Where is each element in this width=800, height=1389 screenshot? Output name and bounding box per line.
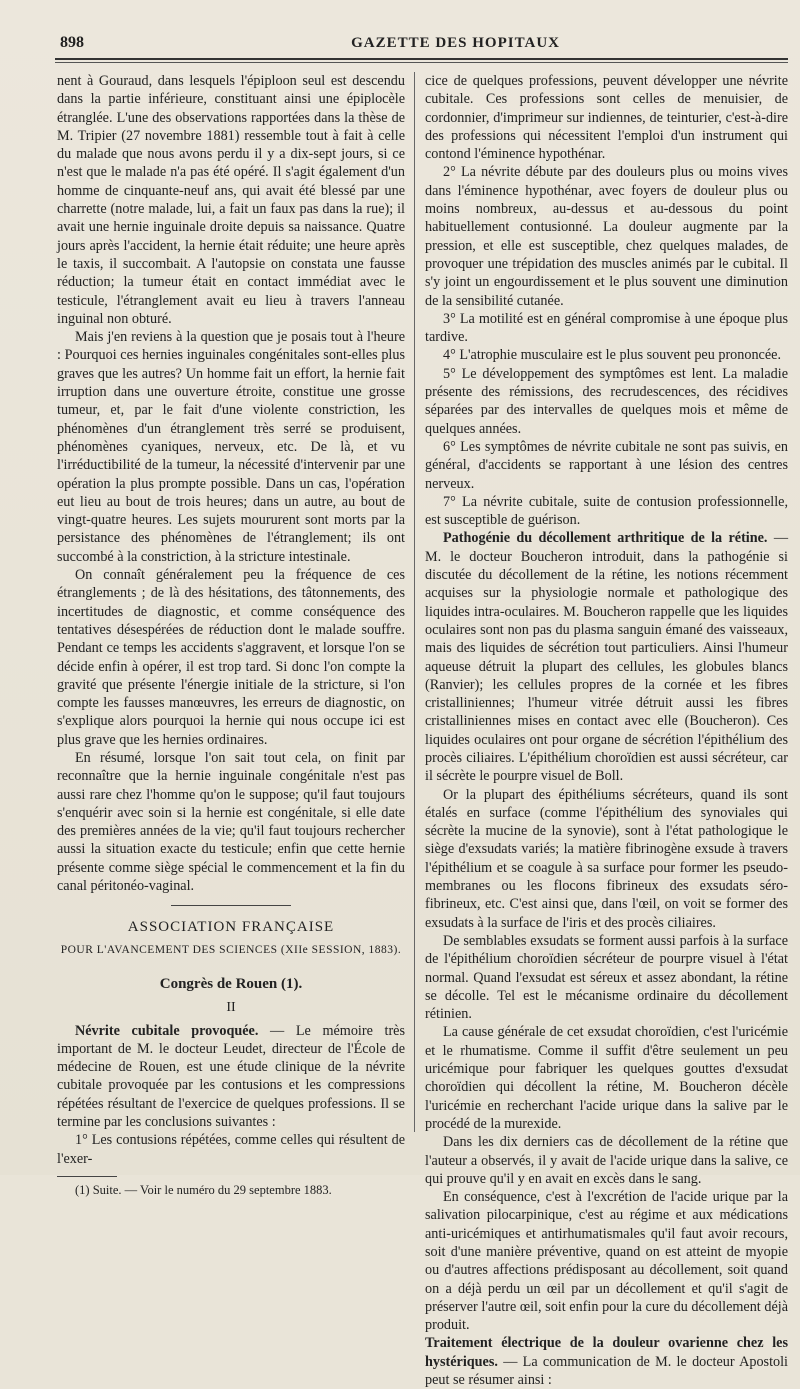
page-header xyxy=(60,30,780,56)
conclusion-item: 7° La névrite cubitale, suite de contusion professionnelle, est susceptible de guérison. xyxy=(425,493,788,529)
traitement-text: — La communication de M. le docteur Apostoli peut se résumer ainsi : xyxy=(425,1353,788,1389)
footnote-rule xyxy=(57,1176,117,1177)
paragraph: Dans les dix derniers cas de décollement de la rétine que l'auteur a observés, il y avait de l'acide urique dans la salive, ce qui prouve qu'il y en avait en excès dans le sang. xyxy=(425,1134,788,1187)
traitement-paragraph xyxy=(425,1334,788,1389)
nevrite-text: — Le mémoire très important de M. le docteur Leudet, directeur de l'École de médecine de Rouen, est une étude clinique de la névrite cubitale provoquée par les contusions et les compressions répétées résultant de l'exercice de quelques professions. Il se termine par les conclusions suivantes : xyxy=(57,1022,406,1131)
right-column xyxy=(425,72,788,1389)
journal-title: GAZETTE DES HOPITAUX xyxy=(351,34,560,51)
association-subtitle: POUR L'AVANCEMENT DES SCIENCES (XIIe SESSION, 1883). xyxy=(60,943,402,956)
paragraph: Mais j'en reviens à la question que je posais tout à l'heure : Pourquoi ces hernies inguinales congénitales sont-elles plus graves que les autres? Un homme fait un effort, la hernie fait irruption dans une ouverture étroite, constitue une grosse tumeur, et, par le fait d'une violente constriction, les phénomènes d'un étranglement très serré se produisent, phénomènes cyaniques, nerveux, etc. De là, et vu l'irréductibilité de la tumeur, la nécessité d'intervenir par une opération la plus prompte possible. Dans un cas, l'opération eut lieu au bout de trois heures; dans un autre, au bout de vingt-quatre heures. Les sujets moururent sont morts par la persistance des phénomènes de l'étranglement; ils ont succombé à la constriction, à la stricture intestinale. xyxy=(57,329,405,565)
congres-title: Congrès de Rouen (1). xyxy=(159,975,303,992)
column-divider xyxy=(414,72,415,1132)
paragraph: En résumé, lorsque l'on sait tout cela, on finit par reconnaître que la hernie inguinale congénitale n'est pas aussi rare chez l'homme qu'on le suppose; qu'il faut toujours s'enquérir avec soin si la hernie est congénitale, si elle date des premières années de la vie; qu'il faut toujours rechercher aussi la situation exacte du testicule; enfin que cette hernie présente comme siège spécial le commencement et la fin du canal péritonéo-vaginal. xyxy=(57,749,405,895)
retine-title: Pathogénie du décollement arthritique de la rétine. xyxy=(443,530,768,547)
header-rule xyxy=(55,58,788,60)
paragraph: En conséquence, c'est à l'excrétion de l'acide urique par la salivation pilocarpinique, c'est au régime et aux médications anti-uricémiques et antirhumatismales qu'il faut avoir recours, soit d'une manière préventive, quand on est atteint de myopie ou d'autres affections prédisposant au décollement, soit quand on a déjà perdu un œil par un décollement et qu'il s'agit de préserver l'autre œil, soit enfin pour la cure du décollement déjà produit. xyxy=(425,1189,788,1334)
nevrite-title: Névrite cubitale provoquée. xyxy=(75,1022,259,1039)
traitement-title: Traitement électrique de la douleur ovarienne chez les hystériques. xyxy=(425,1335,788,1370)
page-number: 898 xyxy=(60,34,84,51)
retine-text: — M. le docteur Boucheron introduit, dans la pathogénie si discutée du décollement de la rétine, les notions récemment acquises sur la physiologie normale et pathologique des liquides intra-oculaires. M. Boucheron rappelle que les liquides oculaires sont non pas du plasma sanguin émané des vaisseaux, mais des liquides de sécrétion tout particuliers. Ainsi l'humeur aqueuse détruit la plupart des cellules, les globules blancs (Ranvier); les cellules propres de la cornée et les fibres cristalliniennes; l'humeur vitrée détruit aussi les fibres cristalliniennes mises en contact avec elle (Boucheron). Ces liquides oculaires ont pour organe de sécrétion l'épithélium des procès ciliaires. L'épithélium choroïdien est aussi sécréteur, car il sécrète le pourpre visuel de Boll. xyxy=(425,530,789,785)
conclusion-item: 6° Les symptômes de névrite cubitale ne sont pas suivis, en général, d'accidents se rapportant à une lésion des centres nerveux. xyxy=(425,438,788,492)
paragraph: De semblables exsudats se forment aussi parfois à la surface de l'épithélium choroïdien sécréteur de pourpre visuel à l'état normal. Quand l'exsudat est séreux et assez abondant, la rétine se décolle. Tel est le mécanisme ordinaire du décollement rétinien. xyxy=(425,932,788,1023)
conclusion-item: 2° La névrite débute par des douleurs plus ou moins vives dans l'éminence hypothénar, avec foyers de douleur plus ou moins nombreux, au-dessus et au-dessous du point habituellement contusionné. La douleur augmente par la pression, et elle est susceptible, chez quelques malades, de provoquer une trépidation des muscles animés par le cubital. Il s'y joint un engourdissement et le plus souvent une diminution de la sensibilité cutanée. xyxy=(425,164,788,309)
section-divider xyxy=(171,905,291,906)
retine-paragraph xyxy=(425,529,788,785)
left-column xyxy=(57,72,405,1199)
header-rule-thin xyxy=(55,62,788,63)
conclusion-item: 5° Le développement des symptômes est lent. La maladie présente des rémissions, des recrudescences, des récidives séparées par des intervalles de quelques mois et même de quelques années. xyxy=(425,365,788,437)
paragraph: La cause générale de cet exsudat choroïdien, c'est l'uricémie et le rhumatisme. Comme il suffit d'être seulement un peu uricémique pour fabriquer les quelques gouttes d'exsudat choroïdien qui décollent la rétine, M. Boucheron décèle l'uricémie en recherchant l'acide urique dans la salive par le procédé de la murexide. xyxy=(425,1024,788,1132)
paragraph: Or la plupart des épithéliums sécréteurs, quand ils sont étalés en surface (comme l'épithélium des synoviales qui sécrète la mucine de la synovie), sont à l'état pathologique le siège d'exsudats variés; la matière fibrinogène exsude à travers l'épithélium et se coagule à sa surface pour former les pseudo-membranes ou les flocons fibrineux des exsudats séro-fibrineux, etc. C'est ainsi que, dans l'œil, on voit se former des exsudats à la surface de l'iris et des procès ciliaires. xyxy=(425,786,788,931)
paragraph: nent à Gouraud, dans lesquels l'épiploon seul est descendu dans la partie inférieure, constituant ainsi une épiplocèle étranglée. L'une des observations rapportées dans la thèse de M. Tripier (27 novembre 1881) ressemble tout à fait à celle du malade que nous avons perdu il y a dix-sept jours, si ce n'est que le malade n'a pas été opéré. Il s'agit également d'un homme de cinquante-neuf ans, qui avait été blessé par une charrette (notre malade, lui, a fait un faux pas dans la rue); il avait une hernie inguinale droite depuis sa naissance. Quatre jours après l'accident, la hernie était réduite; une heure après le taxis, il succombait. A l'autopsie on constata une fausse réduction; la tumeur était en contact immédiat avec le testicule, l'étranglement avait eu lieu à travers l'anneau inguinal non obturé. xyxy=(57,73,405,327)
conclusion-item: 4° L'atrophie musculaire est le plus souvent peu prononcée. xyxy=(443,347,781,364)
paragraph: cice de quelques professions, peuvent développer une névrite cubitale. Ces professions sont celles de menuisier, de cordonnier, d'imprimeur sur indiennes, de teinturier, c'est-à-dire des professions qui nécessitent l'emploi d'un instrument qui contond l'éminence hypothénar. xyxy=(425,73,788,163)
nevrite-paragraph xyxy=(57,1022,405,1132)
association-title: ASSOCIATION FRANÇAISE xyxy=(127,919,335,936)
section-number: II xyxy=(226,1000,236,1016)
conclusion-item: 3° La motilité est en général compromise à une époque plus tardive. xyxy=(425,310,788,346)
conclusion-item: 1° Les contusions répétées, comme celles qui résultent de l'exer- xyxy=(57,1132,405,1167)
footnote: (1) Suite. — Voir le numéro du 29 septembre 1883. xyxy=(75,1182,332,1197)
paragraph: On connaît généralement peu la fréquence de ces étranglements ; de là des hésitations, des tâtonnements, des incertitudes de diagnostic, et comme conséquence des tentatives désespérées de réduction dont le malade souffre. Pendant ce temps les accidents s'aggravent, et lorsque l'on se décide enfin à opérer, il est trop tard. Si donc l'on compte la gravité que présente l'énergie initiale de la stricture, si l'on compte les fausses manœuvres, les erreurs de diagnostic, on s'explique alors pourquoi la hernie qui nous occupe ici est plus grave que les hernies ordinaires. xyxy=(57,567,405,748)
